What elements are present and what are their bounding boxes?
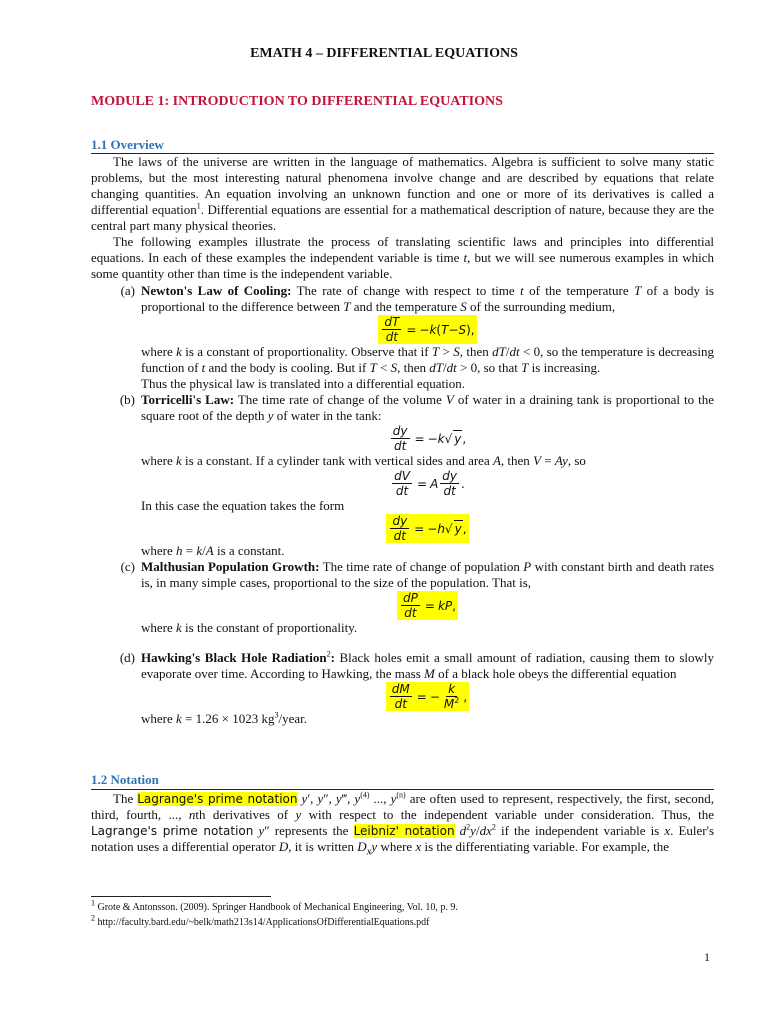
equation-torricelli: $\frac{dy}{dt}$ = − k √ y , bbox=[392, 424, 467, 453]
section-heading-overview: 1.1 Overview bbox=[91, 137, 164, 152]
footnote-1-text: Grote & Antonsson. (2009). Springer Handbook of Mechanical Engineering, Vol. 10, p. 9. bbox=[97, 902, 458, 913]
overview-text: The laws of the universe are written in the language of mathematics. Algebra is sufficient to solve many static problems, but the most interesting natural phenomena involve change and are described by equations that relate changing quantities. An equation involving an unknown function and one or more of its derivatives is called a differential equation$^1$. Differential equations are essential for a mathematical description of nature, because they are the central part many physical theories. The following examples illustrate the process of translating scientific laws and principles into differential equations. In each of these examples the independent variable is time t, but we will see numerous examples in which some quantity other than time is the independent variable. bbox=[91, 154, 715, 281]
page-title: EMATH 4 – DIFFERENTIAL EQUATIONS bbox=[250, 46, 518, 61]
module-heading: MODULE 1: INTRODUCTION TO DIFFERENTIAL EQUATIONS bbox=[91, 94, 503, 109]
list-item: (d) Hawking's Black Hole Radiation$^2$: Black holes emit a small amount of radiation, causing them to slowly evaporate over time. According to Hawking, the mass M of a black hole obeys the differential equation $\frac{dM}{dt}$ = − $\frac{k}{M^2}$ , where k = 1.26 × 1023 $kg^3$/year. bbox=[119, 649, 714, 726]
page-number: 1 bbox=[704, 950, 710, 964]
footnote-2: $^2$ http://faculty.bard.edu/~belk/math213s14/ApplicationsOfDifferentialEquations.pdf bbox=[91, 913, 430, 928]
list-item: (a) Newton's Law of Cooling: The rate of change with respect to time t of the temperature T of a body is proportional to the difference between T and the temperature S of the surrounding medium, $\frac{dT}{dt}$ = − k ( T − S ), where k is a constant of proportionality. Observe that if T > S, then dT/dt < 0, so the temperature is decreasing function of t and the body is cooling. But if T < S, then dT/dt > 0, so that T is increasing. Thus the physical law is translated into a differential equation. bbox=[120, 283, 714, 391]
section-heading-notation: 1.2 Notation bbox=[91, 772, 159, 787]
highlight-lagrange: Lagrange's prime notation bbox=[137, 792, 298, 806]
equation-hawking: $\frac{dM}{dt}$ = − $\frac{k}{M^2}$ , bbox=[141, 682, 714, 711]
footnote-2-text: http://faculty.bard.edu/~belk/math213s14/ApplicationsOfDifferentialEquations.pdf bbox=[97, 917, 430, 928]
equation-volume: $\frac{dV}{dt}$ = A $\frac{dy}{dt}$ . bbox=[394, 469, 465, 498]
list-item: (c) Malthusian Population Growth: The time rate of change of population P with constant birth and death rates is, in many simple cases, proportional to the size of the population. That is, $\frac{dP}{dt}$ = kP , where k is the constant of proportionality. bbox=[120, 559, 715, 635]
footnote-rule bbox=[91, 896, 271, 897]
highlight-leibniz: Leibniz' notation bbox=[353, 824, 455, 838]
equation-population: $\frac{dP}{dt}$ = kP , bbox=[141, 591, 714, 620]
list-item: (b) Torricelli's Law: The time rate of change of the volume V of water in a draining tank is proportional to the square root of the depth y of water in the tank: $\frac{dy}{dt}$ = − k √ y , where k is a constant. If a cylinder tank with vertical sides and area A, then V = Ay, so $\frac{dV}{dt}$ = A $\frac{dy}{dt}$ . In this case the equation takes the form $\frac{dy}{dt}$ = − h √ y , where h = k/A is a constant. bbox=[119, 392, 714, 558]
examples-list bbox=[91, 283, 714, 727]
notation-text: The Lagrange's prime notation y′, y″, y‴, $y^{(4)}$ ..., $y^{(n)}$ are often used to represent, respectively, the first, second, third, fourth, ..., nth derivatives of y with respect to the independent variable under consideration. Thus, the Lagrange's prime notation y″ represents the Leibniz' notation $d^2y/dx^2$ if the independent variable is x. Euler's notation uses a differential operator D, it is written $D_xy$ where x is the differentiating variable. For example, the bbox=[91, 790, 715, 858]
footnote-1: $^1$ Grote & Antonsson. (2009). Springer Handbook of Mechanical Engineering, Vol. 10, p. 9. bbox=[91, 898, 458, 913]
equation-cooling: $\frac{dT}{dt}$ = − k ( T − S ), bbox=[141, 315, 714, 344]
equation-torricelli-form: $\frac{dy}{dt}$ = − h √ y , bbox=[141, 514, 714, 543]
